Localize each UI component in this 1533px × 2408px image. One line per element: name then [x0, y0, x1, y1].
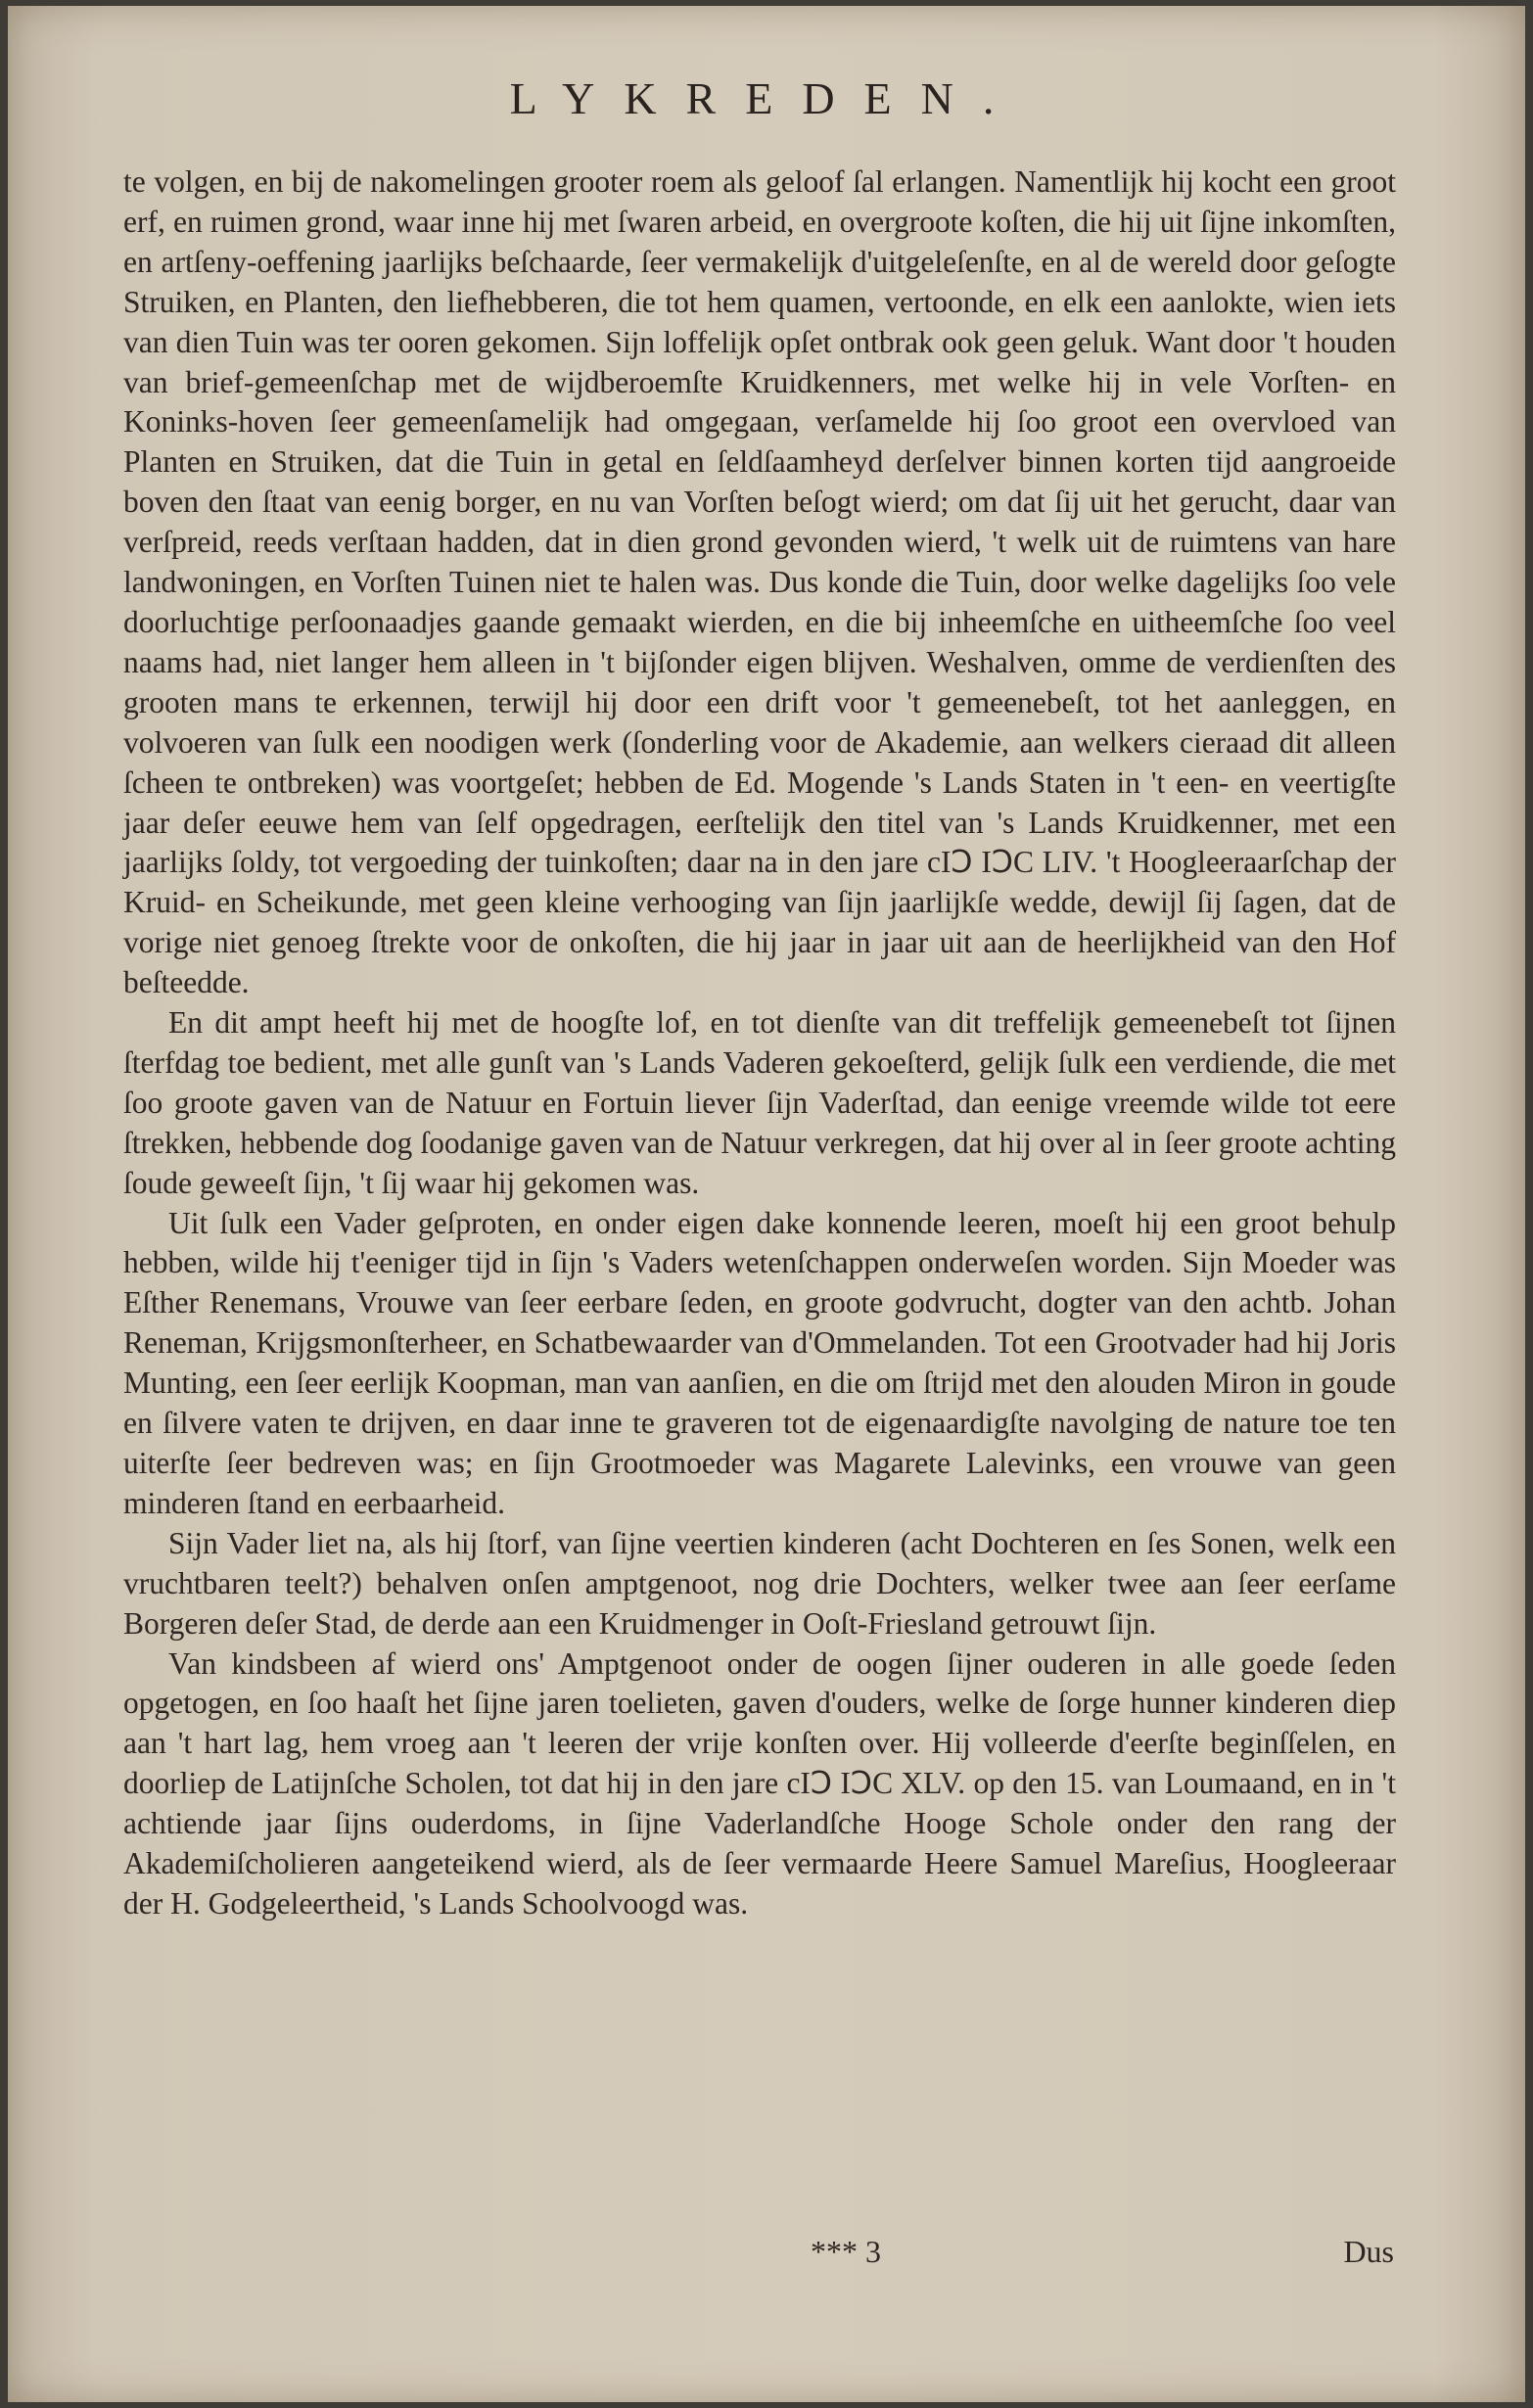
book-page	[8, 6, 1525, 2402]
paragraph: Sijn Vader liet na, als hij ſtorf, van ſijne veertien kinderen (acht Dochteren en ſes Sonen, welk een vruchtbaren teelt?) behalven onſen amptgenoot, nog drie Dochters, welker twee aan ſeer eerſame Borgeren deſer Stad, de derde aan een Kruidmenger in Ooſt-Friesland getrouwt ſijn.	[123, 1525, 1396, 1641]
paragraph: En dit ampt heeft hij met de hoogſte lof, en tot dienſte van dit treffelijk gemeenebeſt tot ſijnen ſterfdag toe bedient, met alle gunſt van 's Lands Vaderen gekoeſterd, gelijk ſulk een verdiende, die met ſoo groote gaven van de Natuur en Fortuin liever ſijn Vaderſtad, dan eenige vreemde wilde tot eere ſtrekken, hebbende dog ſoodanige gaven van de Natuur verkregen, dat hij over al in ſeer groote achting ſoude geweeſt ſijn, 't ſij waar hij gekomen was.	[123, 1005, 1396, 1200]
running-title: LYKREDEN.	[509, 73, 1024, 123]
signature-mark: *** 3	[811, 2234, 881, 2269]
paragraph: Uit ſulk een Vader geſproten, en onder eigen dake konnende leeren, moeſt hij een groot behulp hebben, wilde hij t'eeniger tijd in ſijn 's Vaders wetenſchappen onderweſen worden. Sijn Moeder was Eſther Renemans, Vrouwe van ſeer eerbare ſeden, en groote godvrucht, dogter van den achtb. Johan Reneman, Krijgsmonſterheer, en Schatbewaarder van d'Ommelanden. Tot een Grootvader had hij Joris Munting, een ſeer eerlijk Koopman, man van aanſien, en die om ſtrijd met den alouden Miron in goude en ſilvere vaten te drijven, en daar inne te graveren tot de eigenaardigſte navolging de nature toe ten uiterſte ſeer bedreven was; en ſijn Grootmoeder was Magarete Lalevinks, een vrouwe van geen minderen ſtand en eerbaarheid.	[123, 1205, 1396, 1520]
paragraph: Van kindsbeen af wierd ons' Amptgenoot onder de oogen ſijner ouderen in alle goede ſeden opgetogen, en ſoo haaſt het ſijne jaren toelieten, gaven d'ouders, welke de ſorge hunner kinderen diep aan 't hart lag, hem vroeg aan 't leeren der vrije konſten over. Hij volleerde d'eerſte beginſſelen, en doorliep de Latijnſche Scholen, tot dat hij in den jare cIↃ IↃC XLV. op den 15. van Loumaand, en in 't achtiende jaar ſijns ouderdoms, in ſijne Vaderlandſche Hooge Schole onder den rang der Akademiſcholieren aangeteikend wierd, als de ſeer vermaarde Heere Samuel Mareſius, Hoogleeraar der H. Godgeleertheid, 's Lands Schoolvoogd was.	[123, 1645, 1396, 1921]
text-body	[123, 162, 1396, 1924]
catchword: Dus	[1343, 2234, 1394, 2269]
paragraph: te volgen, en bij de nakomelingen grooter roem als geloof ſal erlangen. Namentlijk hij kocht een groot erf, en ruimen grond, waar inne hij met ſwaren arbeid, en overgroote koſten, die hij uit ſijne inkomſten, en artſeny-oeffening jaarlijks beſchaarde, ſeer vermakelijk d'uitgeleſenſte, en al de wereld door geſogte Struiken, en Planten, den liefhebberen, die tot hem quamen, vertoonde, en elk een aanlokte, wien iets van dien Tuin was ter ooren gekomen. Sijn loffelijk opſet ontbrak ook geen geluk. Want door 't houden van brief-gemeenſchap met de wijdberoemſte Kruidkenners, met welke hij in vele Vorſten- en Koninks-hoven ſeer gemeenſamelijk had omgegaan, verſamelde hij ſoo groot een overvloed van Planten en Struiken, dat die Tuin in getal en ſeldſaamheyd derſelver binnen korten tijd aangroeide boven den ſtaat van eenig borger, en nu van Vorſten beſogt wierd; om dat ſij uit het gerucht, daar van verſpreid, reeds verſtaan hadden, dat in dien grond gevonden wierd, 't welk uit de ruimtens van hare landwoningen, en Vorſten Tuinen niet te halen was. Dus konde die Tuin, door welke dagelijks ſoo vele doorluchtige perſoonaadjes gaande gemaakt wierden, en die bij inheemſche en uitheemſche ſoo veel naams had, niet langer hem alleen in 't bijſonder eigen blijven. Weshalven, omme de verdienſten des grooten mans te erkennen, terwijl hij door een drift voor 't gemeenebeſt, tot het aanleggen, en volvoeren van ſulk een noodigen werk (ſonderling voor de Akademie, aan welkers cieraad dit alleen ſcheen te ontbreken) was voortgeſet; hebben de Ed. Mogende 's Lands Staten in 't een- en veertigſte jaar deſer eeuwe hem van ſelf opgedragen, eerſtelijk den titel van 's Lands Kruidkenner, met een jaarlijks ſoldy, tot vergoeding der tuinkoſten; daar na in den jare cIↃ IↃC LIV. 't Hoogleeraarſchap der Kruid- en Scheikunde, met geen kleine verhooging van ſijn jaarlijkſe wedde, dewijl ſij ſagen, dat de vorige niet genoeg ſtrekte voor de onkoſten, die hij jaar in jaar uit aan de heerlijkheid van den Hof beſteedde.	[123, 164, 1396, 1000]
